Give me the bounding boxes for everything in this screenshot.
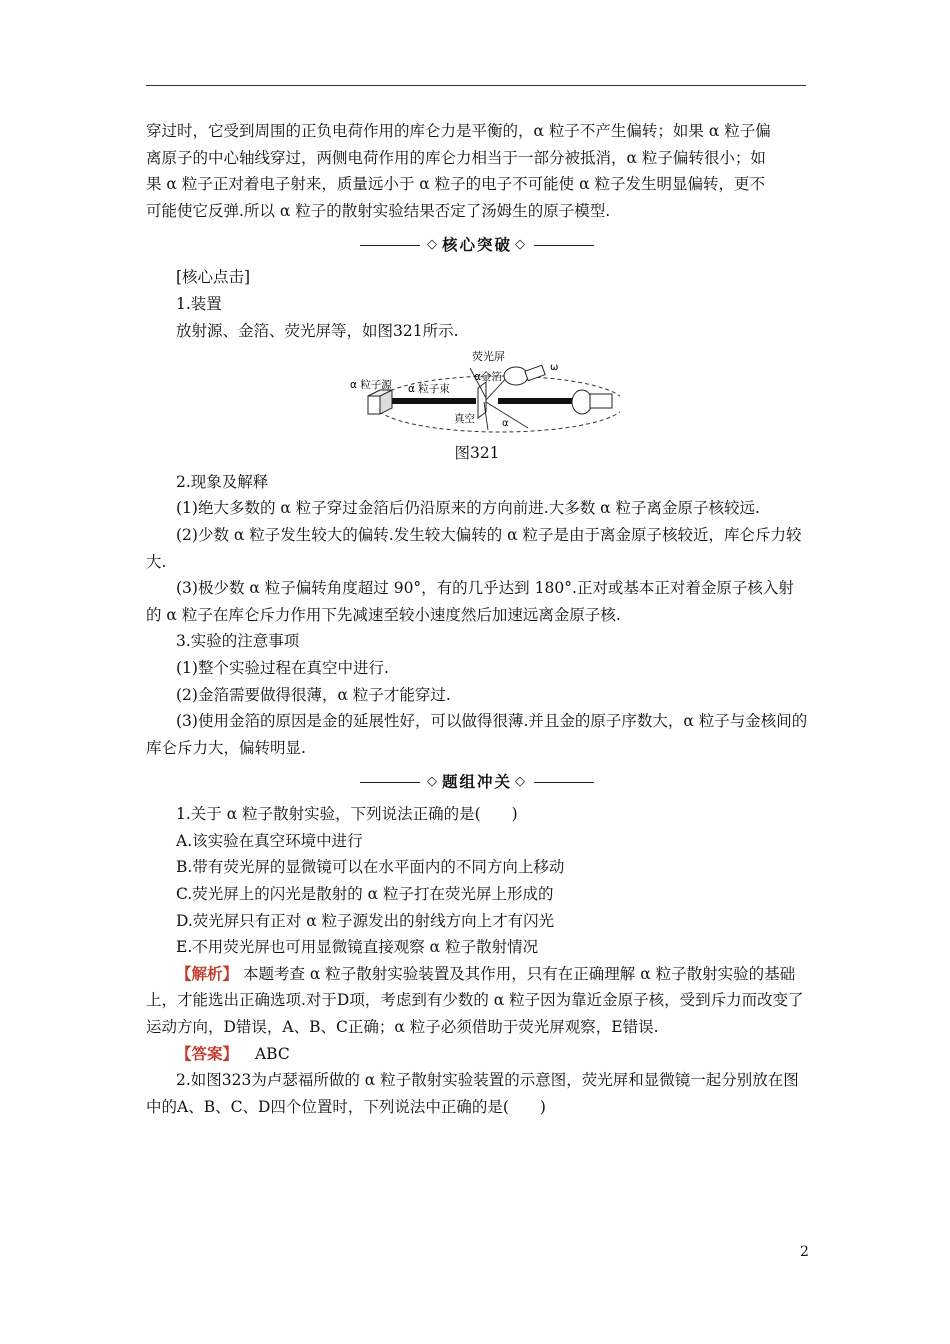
diamond-icon: ◇ [515,773,527,789]
intro-line: 果 α 粒子正对着电子射来，质量远小于 α 粒子的电子不可能使 α 粒子发生明显偏转，更不 [146,175,765,194]
section-title: 核心突破 [441,236,512,255]
question-option: B.带有荧光屏的显微镜可以在水平面内的不同方向上移动 [176,858,565,877]
diamond-icon: ◇ [426,237,439,253]
paragraph: (1)绝大多数的 α 粒子穿过金箔后仍沿原来的方向前进.大多数 α 粒子离金原子核较远. [176,499,760,518]
question-option: D.荧光屏只有正对 α 粒子源发出的射线方向上才有闪光 [176,911,555,930]
page-number: 2 [800,1244,809,1260]
figure-label: 荧光屏 [472,350,505,364]
item-title: 1.装置 [176,294,222,313]
answer-text: ABC [254,1044,290,1063]
figure-label: ω [550,362,559,374]
section-title: 题组冲关 [441,772,512,791]
item-title: 3.实验的注意事项 [176,632,300,651]
paragraph: (1)整个实验过程在真空中进行. [176,658,389,677]
intro-line: 穿过时，它受到周围的正负电荷作用的库仑力是平衡的，α 粒子不产生偏转；如果 α 粒子偏 [146,122,771,140]
question-option: E.不用荧光屏也可用显微镜直接观察 α 粒子散射情况 [176,938,539,957]
question-option: A.该实验在真空环境中进行 [176,831,363,850]
question-stem: 2.如图323为卢瑟福所做的 α 粒子散射实验装置的示意图，荧光屏和显微镜一起分别放在图中的A、B、C、D四个位置时，下列说法中正确的是( ) [146,1071,799,1116]
divider [534,782,594,783]
figure-apparatus [146,350,808,436]
figure-label: α金箔 [474,371,502,384]
divider [360,245,420,246]
figure-label: 真空 [454,413,475,426]
question-stem: 1.关于 α 粒子散射实验，下列说法正确的是( ) [176,805,518,824]
paragraph: (3)使用金箔的原因是金的延展性好，可以做得很薄.并且金的原子序数大，α 粒子与金核间的库仑斥力大，偏转明显. [146,712,808,757]
intro-line: 离原子的中心轴线穿过，两侧电荷作用的库仑力相当于一部分被抵消，α 粒子偏转很小；如 [146,148,766,167]
item-title: 2.现象及解释 [176,472,269,491]
section-heading-practice [146,767,808,797]
diamond-icon: ◇ [515,237,527,253]
header-rule [146,85,806,86]
divider [534,245,594,246]
answer-tag: 【答案】 [176,1044,239,1063]
figure-label: α 粒子源 [350,379,392,392]
item-text: 放射源、金箔、荧光屏等，如图321所示. [176,321,459,340]
figure-label: α [502,418,509,430]
core-label: [核心点击] [176,268,251,287]
analysis-text: 本题考查 α 粒子散射实验装置及其作用，只有在正确理解 α 粒子散射实验的基础上，才能选出正确选项.对于D项，考虑到有少数的 α 粒子因为靠近金原子核，受到斥力而改变了运动方向，D错误，A、B、C正确；α 粒子必须借助于荧光屏观察，E错误. [146,964,804,1037]
figure-label: α 粒子束 [408,383,450,396]
divider [360,782,420,783]
intro-line: 可能使它反弹.所以 α 粒子的散射实验结果否定了汤姆生的原子模型. [146,201,611,220]
page-content [146,118,808,1120]
scattering-apparatus-diagram [350,350,620,436]
paragraph: (3)极少数 α 粒子偏转角度超过 90°，有的几乎达到 180°.正对或基本正对着金原子核入射的 α 粒子在库仑斥力作用下先减速至较小速度然后加速远离金原子核. [146,579,794,624]
paragraph: (2)金箔需要做得很薄，α 粒子才能穿过. [176,685,451,704]
section-heading-core [146,230,808,260]
question-option: C.荧光屏上的闪光是散射的 α 粒子打在荧光屏上形成的 [176,885,554,904]
answer [146,1041,808,1068]
analysis-tag: 【解析】 [176,964,239,983]
analysis [146,961,808,1041]
diamond-icon: ◇ [426,773,439,789]
paragraph: (2)少数 α 粒子发生较大的偏转.发生较大偏转的 α 粒子是由于离金原子核较近，库仑斥力较大. [146,525,802,571]
figure-caption: 图321 [454,444,500,463]
